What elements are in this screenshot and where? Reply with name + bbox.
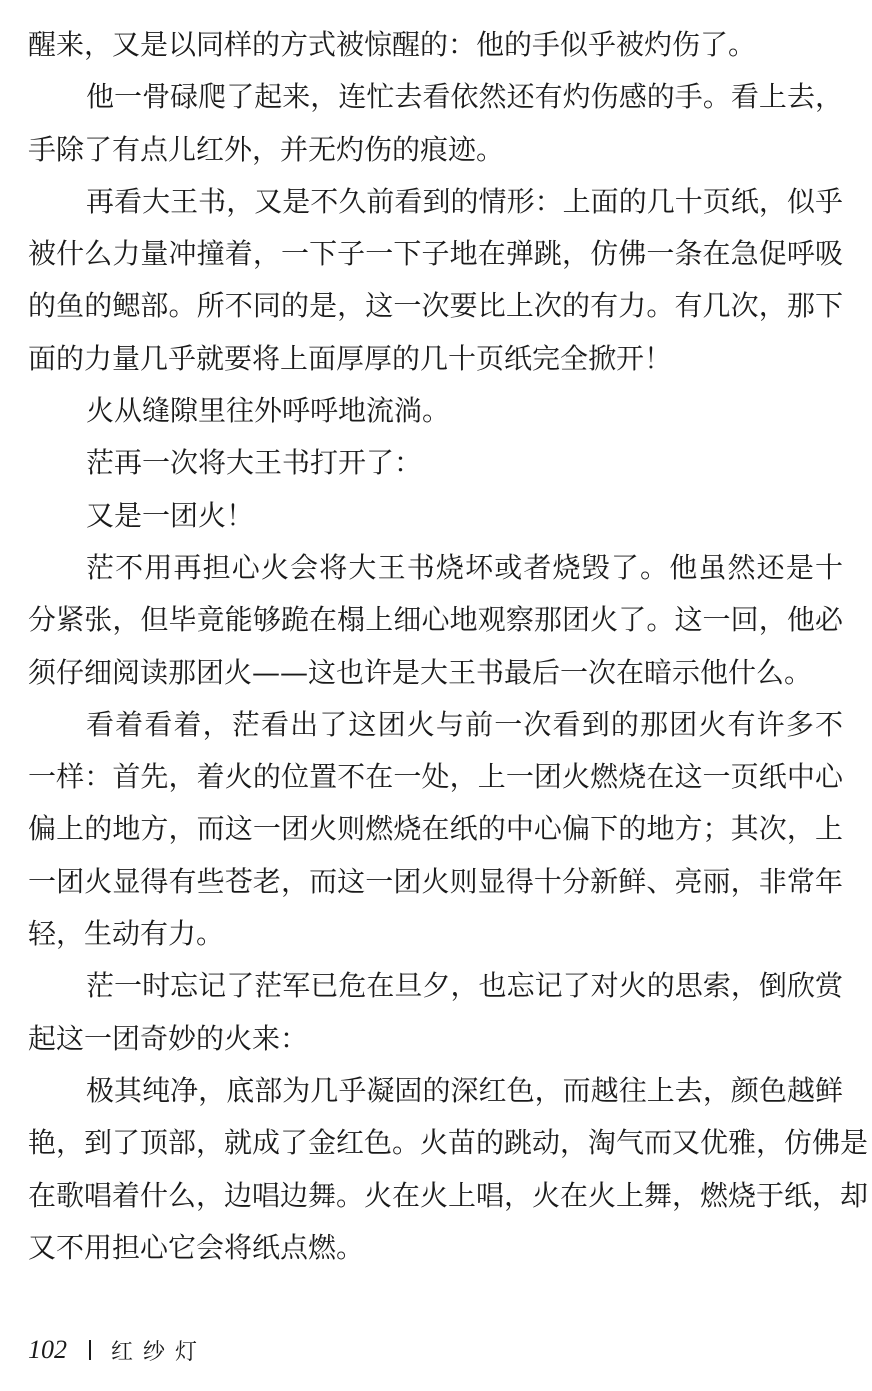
text-line: 一团火显得有些苍老，而这一团火则显得十分新鲜、亮丽，非常年 xyxy=(28,864,843,898)
text-line: 手除了有点儿红外，并无灼伤的痕迹。 xyxy=(28,132,505,166)
text-line: 再看大王书，又是不久前看到的情形：上面的几十页纸，似乎 xyxy=(86,184,843,218)
paragraph xyxy=(28,176,843,385)
text-line: 又是一团火！ xyxy=(86,498,255,532)
text-line: 茫不用再担心火会将大王书烧坏或者烧毁了。他虽然还是十 xyxy=(86,550,843,584)
page-number: 102 xyxy=(28,1335,67,1364)
paragraph xyxy=(28,490,843,542)
text-line: 的鱼的鳃部。所不同的是，这一次要比上次的有力。有几次，那下 xyxy=(28,289,843,323)
text-line: 面的力量几乎就要将上面厚厚的几十页纸完全掀开！ xyxy=(28,341,673,375)
text-line: 看着看着，茫看出了这团火与前一次看到的那团火有许多不 xyxy=(86,707,843,741)
text-line: 分紧张，但毕竟能够跪在榻上细心地观察那团火了。这一回，他必 xyxy=(28,603,843,637)
text-line: 茫一时忘记了茫军已危在旦夕，也忘记了对火的思索，倒欣赏 xyxy=(86,969,843,1003)
text-line: 极其纯净，底部为几乎凝固的深红色，而越往上去，颜色越鲜 xyxy=(86,1073,843,1107)
paragraph xyxy=(28,437,843,489)
page-footer xyxy=(28,1332,207,1368)
text-line: 茫再一次将大王书打开了： xyxy=(86,446,423,480)
text-line: 须仔细阅读那团火——这也许是大王书最后一次在暗示他什么。 xyxy=(28,655,813,689)
paragraph xyxy=(28,542,843,699)
text-line: 在歌唱着什么，边唱边舞。火在火上唱，火在火上舞，燃烧于纸，却 xyxy=(28,1178,869,1212)
paragraph xyxy=(28,1065,869,1274)
text-line: 轻，生动有力。 xyxy=(28,917,225,951)
text-line: 偏上的地方，而这一团火则燃烧在纸的中心偏下的地方；其次，上 xyxy=(28,812,843,846)
text-line: 起这一团奇妙的火来： xyxy=(28,1021,309,1055)
text-line: 他一骨碌爬了起来，连忙去看依然还有灼伤感的手。看上去， xyxy=(86,80,843,114)
text-line: 又不用担心它会将纸点燃。 xyxy=(28,1230,365,1264)
text-line: 火从缝隙里往外呼呼地流淌。 xyxy=(86,394,451,428)
paragraph xyxy=(28,960,843,1065)
text-line: 艳，到了顶部，就成了金红色。火苗的跳动，淘气而又优雅，仿佛是 xyxy=(28,1126,869,1160)
paragraph xyxy=(28,71,843,176)
text-line: 被什么力量冲撞着，一下子一下子地在弹跳，仿佛一条在急促呼吸 xyxy=(28,237,843,271)
paragraph xyxy=(28,19,843,71)
text-line: 一样：首先，着火的位置不在一处，上一团火燃烧在这一页纸中心 xyxy=(28,760,843,794)
paragraph xyxy=(28,385,843,437)
text-line: 醒来，又是以同样的方式被惊醒的：他的手似乎被灼伤了。 xyxy=(28,28,757,61)
body-text xyxy=(28,19,869,1274)
paragraph xyxy=(28,699,843,960)
book-title: 红纱灯 xyxy=(111,1339,208,1365)
footer-divider xyxy=(89,1340,91,1360)
